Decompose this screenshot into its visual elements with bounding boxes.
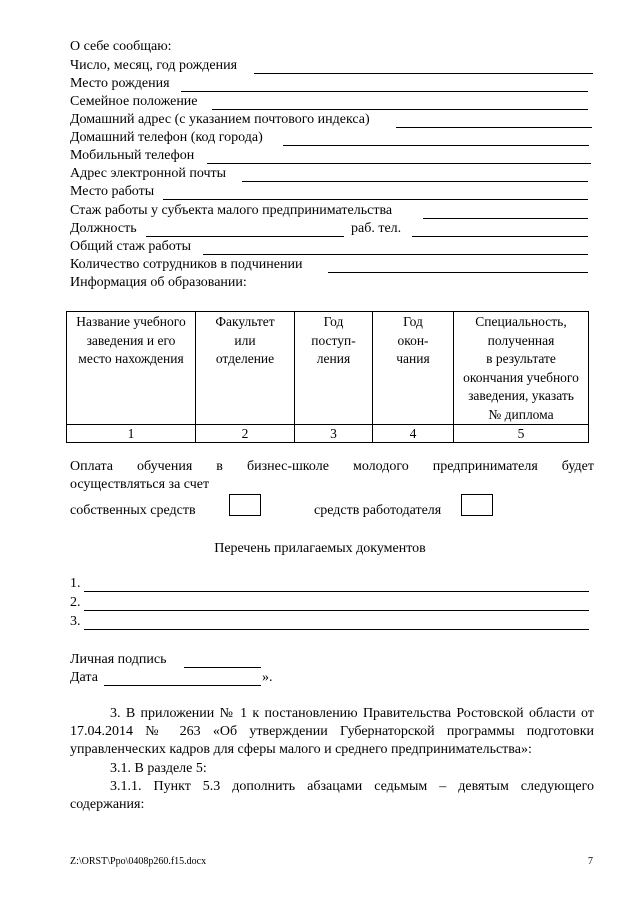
col-number-2: 2 [196,425,295,443]
payment-own-funds-label: собственных средств [70,503,196,518]
field-birthplace-input[interactable] [181,91,588,92]
document-item-number: 2. [70,595,81,610]
field-workplace-label: Место работы [70,184,155,199]
payment-employer-funds-checkbox[interactable] [461,494,493,516]
field-email-label: Адрес электронной почты [70,166,227,181]
col-header-institution: Название учебного заведения и его место нахождения [67,312,196,425]
field-home-address-label: Домашний адрес (с указанием почтового индекса) [70,112,370,127]
date-input[interactable] [104,685,261,686]
footer-file-path: Z:\ORST\Ppo\0408p260.f15.docx [70,856,207,867]
document-item-number: 3. [70,614,81,629]
field-total-experience-label: Общий стаж работы [70,239,192,254]
field-small-business-experience-input[interactable] [423,218,588,219]
field-home-phone-label: Домашний телефон (код города) [70,130,263,145]
footer-page-number: 7 [588,856,593,867]
paragraph-3-1: 3.1. В разделе 5: [110,761,207,776]
education-heading: Информация об образовании: [70,275,247,290]
col-header-specialty: Специальность, полученная в результате окончания учебного заведения, указать № диплома [454,312,589,425]
field-total-experience-input[interactable] [203,254,588,255]
field-small-business-experience-label: Стаж работы у субъекта малого предпринимательства [70,203,393,218]
field-mobile-phone-input[interactable] [207,163,591,164]
document-item-3-input[interactable] [84,629,589,630]
document-item-number: 1. [70,576,81,591]
documents-title: Перечень прилагаемых документов [214,541,426,556]
col-header-graduation-year: Год окон- чания [373,312,454,425]
col-number-5: 5 [454,425,589,443]
signature-input[interactable] [184,667,261,668]
field-home-phone-input[interactable] [283,145,589,146]
document-item-1-input[interactable] [84,591,589,592]
field-position-label: Должность [70,221,137,236]
field-work-phone-label: раб. тел. [351,221,402,236]
col-header-faculty: Факультет или отделение [196,312,295,425]
field-work-phone-input[interactable] [412,236,588,237]
payment-employer-funds-label: средств работодателя [314,503,442,518]
col-number-3: 3 [295,425,373,443]
date-label: Дата [70,670,98,685]
col-number-4: 4 [373,425,454,443]
col-number-1: 1 [67,425,196,443]
field-marital-status-label: Семейное положение [70,94,198,109]
payment-line-1: Оплата обучения в бизнес-школе молодого предпринимателя будет [70,459,594,474]
payment-own-funds-checkbox[interactable] [229,494,261,516]
field-email-input[interactable] [242,181,588,182]
education-table [66,311,589,443]
field-marital-status-input[interactable] [212,109,588,110]
field-birthplace-label: Место рождения [70,76,170,91]
paragraph-3-1-1: 3.1.1. Пункт 5.3 дополнить абзацами седьмым – девятым следующего содержания: [70,779,594,812]
field-home-address-input[interactable] [396,127,592,128]
field-birth-date-label: Число, месяц, год рождения [70,58,238,73]
field-birth-date-input[interactable] [254,73,593,74]
col-header-admission-year: Год поступ- ления [295,312,373,425]
intro-text: О себе сообщаю: [70,39,172,54]
payment-line-2: осуществляться за счет [70,477,210,492]
date-suffix: ». [262,670,273,685]
signature-label: Личная подпись [70,652,167,667]
field-subordinates-label: Количество сотрудников в подчинении [70,257,303,272]
field-mobile-phone-label: Мобильный телефон [70,148,195,163]
field-workplace-input[interactable] [163,199,588,200]
field-position-input[interactable] [146,236,344,237]
field-subordinates-input[interactable] [328,272,588,273]
document-item-2-input[interactable] [84,610,589,611]
paragraph-3: 3. В приложении № 1 к постановлению Правительства Ростовской области от 17.04.2014 № 263 «Об утверждении Губернаторской программы подготовки управленческих кадров для сферы малого и среднего предпринимательства»: [70,706,594,757]
